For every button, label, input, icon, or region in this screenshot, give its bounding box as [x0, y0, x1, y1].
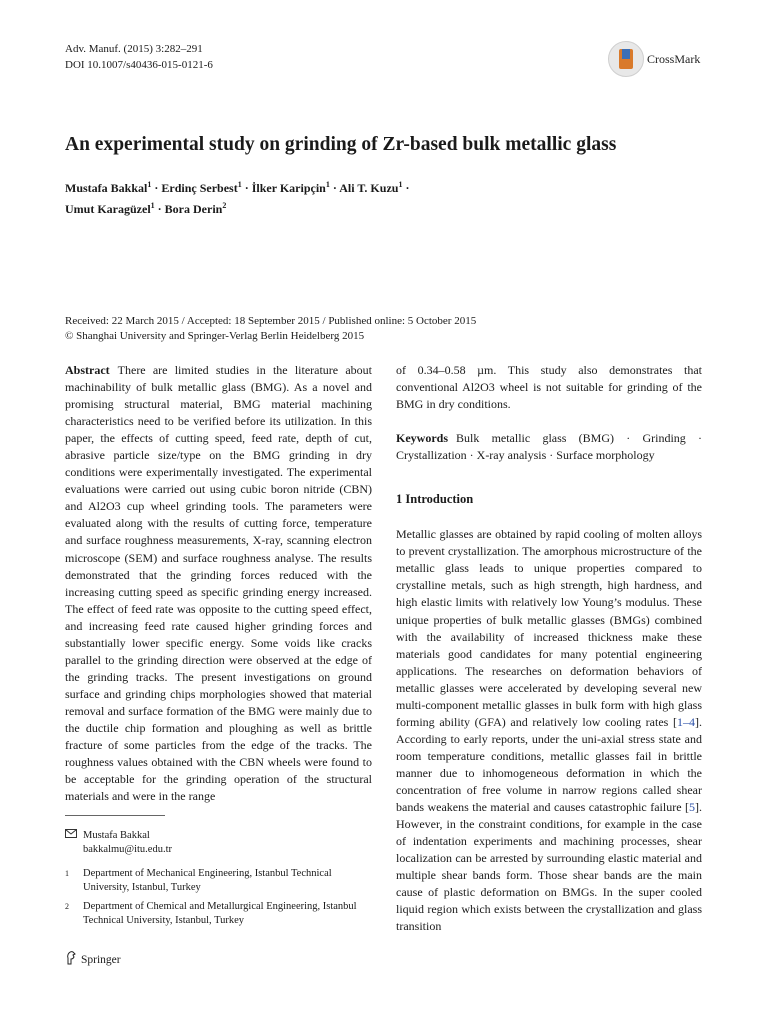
- keywords: [396, 430, 702, 464]
- author-affiliation: 1: [147, 180, 152, 189]
- footnote-divider: [65, 815, 165, 816]
- journal-citation: Adv. Manuf. (2015) 3:282–291: [65, 43, 203, 55]
- keywords-text: Bulk metallic glass (BMG) · Grinding · Crystallization · X-ray analysis · Surface morphology: [396, 431, 702, 463]
- publisher-logo: [65, 951, 121, 968]
- author-affiliation: 2: [222, 201, 227, 210]
- abstract-continued: of 0.34–0.58 µm. This study also demonstrates that conventional Al2O3 wheel is not suitable for grinding of the BMG in dry conditions.: [396, 363, 702, 412]
- crossmark-label: CrossMark: [647, 51, 701, 66]
- journal-doi[interactable]: DOI 10.1007/s40436-015-0121-6: [65, 59, 213, 71]
- springer-horse-icon: [65, 951, 77, 968]
- left-column: [65, 362, 372, 805]
- paper-title: An experimental study on grinding of Zr-based bulk metallic glass: [65, 134, 617, 155]
- author-name[interactable]: Ali T. Kuzu: [339, 181, 399, 195]
- author-name[interactable]: Mustafa Bakkal: [65, 181, 148, 195]
- author-affiliation: 1: [150, 201, 155, 210]
- correspondence-email[interactable]: bakkalmu@itu.edu.tr: [83, 844, 172, 855]
- affiliation-text: Department of Mechanical Engineering, Istanbul Technical University, Istanbul, Turkey: [83, 868, 332, 893]
- introduction-text: [396, 526, 702, 935]
- affiliation-1: [65, 867, 365, 895]
- abstract: [65, 362, 372, 805]
- correspondence: [65, 829, 365, 857]
- publisher-name: Springer: [81, 953, 121, 966]
- author-affiliation: 1: [237, 180, 242, 189]
- author-name[interactable]: Umut Karagüzel: [65, 202, 151, 216]
- author-name[interactable]: Erdinç Serbest: [161, 181, 238, 195]
- affiliation-number: 1: [65, 869, 69, 878]
- envelope-icon: [65, 829, 77, 843]
- citation-link[interactable]: 5: [689, 800, 695, 815]
- keywords-label: Keywords: [396, 431, 448, 446]
- abstract-text: There are limited studies in the literature about machinability of bulk metallic glass (BMG). As a novel and promising structural material, BMG material machining characteristics need to be verified before its utilization. In this paper, the effects of cutting speed, feed rate, depth of cut, abrasive particle size/type on the BMG grinding in dry conditions were experimentally investigated. The experimental evaluations were carried out using cubic boron nitride (CBN) and Al2O3 cup wheel grinding tools. The parameters were evaluated along with the results of cutting force, temperature and surface roughness measurements, X-ray, scanning electron microscope (SEM) and surface roughness analyse. The results demonstrated that the grinding forces reduced with the increasing cutting speed as specific grinding energy increased. The effect of feed rate was opposite to the cutting speed effect, and increasing feed rate caused higher grinding forces and substantially lower specific energy. Some voids like cracks parallel to the grinding direction were observed at the edge of the grinding tracks. The present investigations on ground surface and grinding chips morphologies showed that material removal and surface formation of the BMG were mainly due to the ductile chip formation and ploughing as well as brittle fracture of some particles from the edge of the tracks. The roughness values obtained with the CBN wheels were found to be acceptable for the grinding operation of the structural materials and were in the range: [65, 363, 372, 804]
- affiliation-2: [65, 900, 365, 928]
- author-list: Mustafa Bakkal$^1$ · Erdinç Serbest$^1$ · İlker Karipçin$^1$ · Ali T. Kuzu$^1$ · Umut Karagüzel$^1$ · Bora Derin$^2$: [65, 180, 410, 216]
- journal-header: [65, 41, 213, 73]
- dates-line: Received: 22 March 2015 / Accepted: 18 September 2015 / Published online: 5 October 2015: [65, 315, 477, 327]
- crossmark-icon: [608, 41, 644, 77]
- abstract-label: Abstract: [65, 363, 110, 377]
- affiliation-number: 2: [65, 902, 69, 911]
- publication-dates: [65, 314, 715, 344]
- author-affiliation: 1: [398, 180, 403, 189]
- intro-text-part: ]. According to early reports, under the uni-axial stress state and room temperature conditions, metallic glasses fail in brittle manner due to inhomogeneous deformation in which the concentration of free volume in narrow regions called shear bands weakens the material and causes catastrophic failure [: [396, 714, 702, 815]
- crossmark-badge[interactable]: [608, 40, 700, 78]
- right-column: [396, 362, 702, 935]
- correspondence-name: Mustafa Bakkal: [83, 830, 150, 841]
- author-affiliation: 1: [325, 180, 330, 189]
- author-name[interactable]: Bora Derin: [164, 202, 223, 216]
- intro-text-part: ]. However, in the constraint conditions, for example in the case of indentation experiments and machining processes, shear localization can be arrested by surrounding elastic material and multiple shear bands form. Those shear bands are the main cause of plastic deformation on BMGs. In the super cooled liquid region which exists between the crystallization and glass transition: [396, 800, 702, 934]
- affiliation-text: Department of Chemical and Metallurgical Engineering, Istanbul Technical University, Istanbul, Turkey: [83, 901, 357, 926]
- intro-text-part: Metallic glasses are obtained by rapid cooling of molten alloys to prevent crystallization. The amorphous microstructure of the metallic glass leads to unique properties compared to crystalline metals, such as high strength, high hardness, and high elastic limits with relatively low Young’s modulus. These unique properties of bulk metallic glasses (BMGs) combined with the availability of increased thickness make these materials good candidates for many potential engineering applications. The researches on deformation behaviors of metallic glasses were accelerated by developing several new multi-component metallic glasses in bulk form with high glass forming ability (GFA) and relatively low cooling rates [: [396, 527, 702, 729]
- copyright-line: © Shanghai University and Springer-Verlag Berlin Heidelberg 2015: [65, 330, 365, 342]
- citation-link[interactable]: 1–4: [677, 714, 695, 729]
- author-name[interactable]: İlker Karipçin: [251, 181, 326, 195]
- section-heading-introduction: 1 Introduction: [396, 492, 474, 507]
